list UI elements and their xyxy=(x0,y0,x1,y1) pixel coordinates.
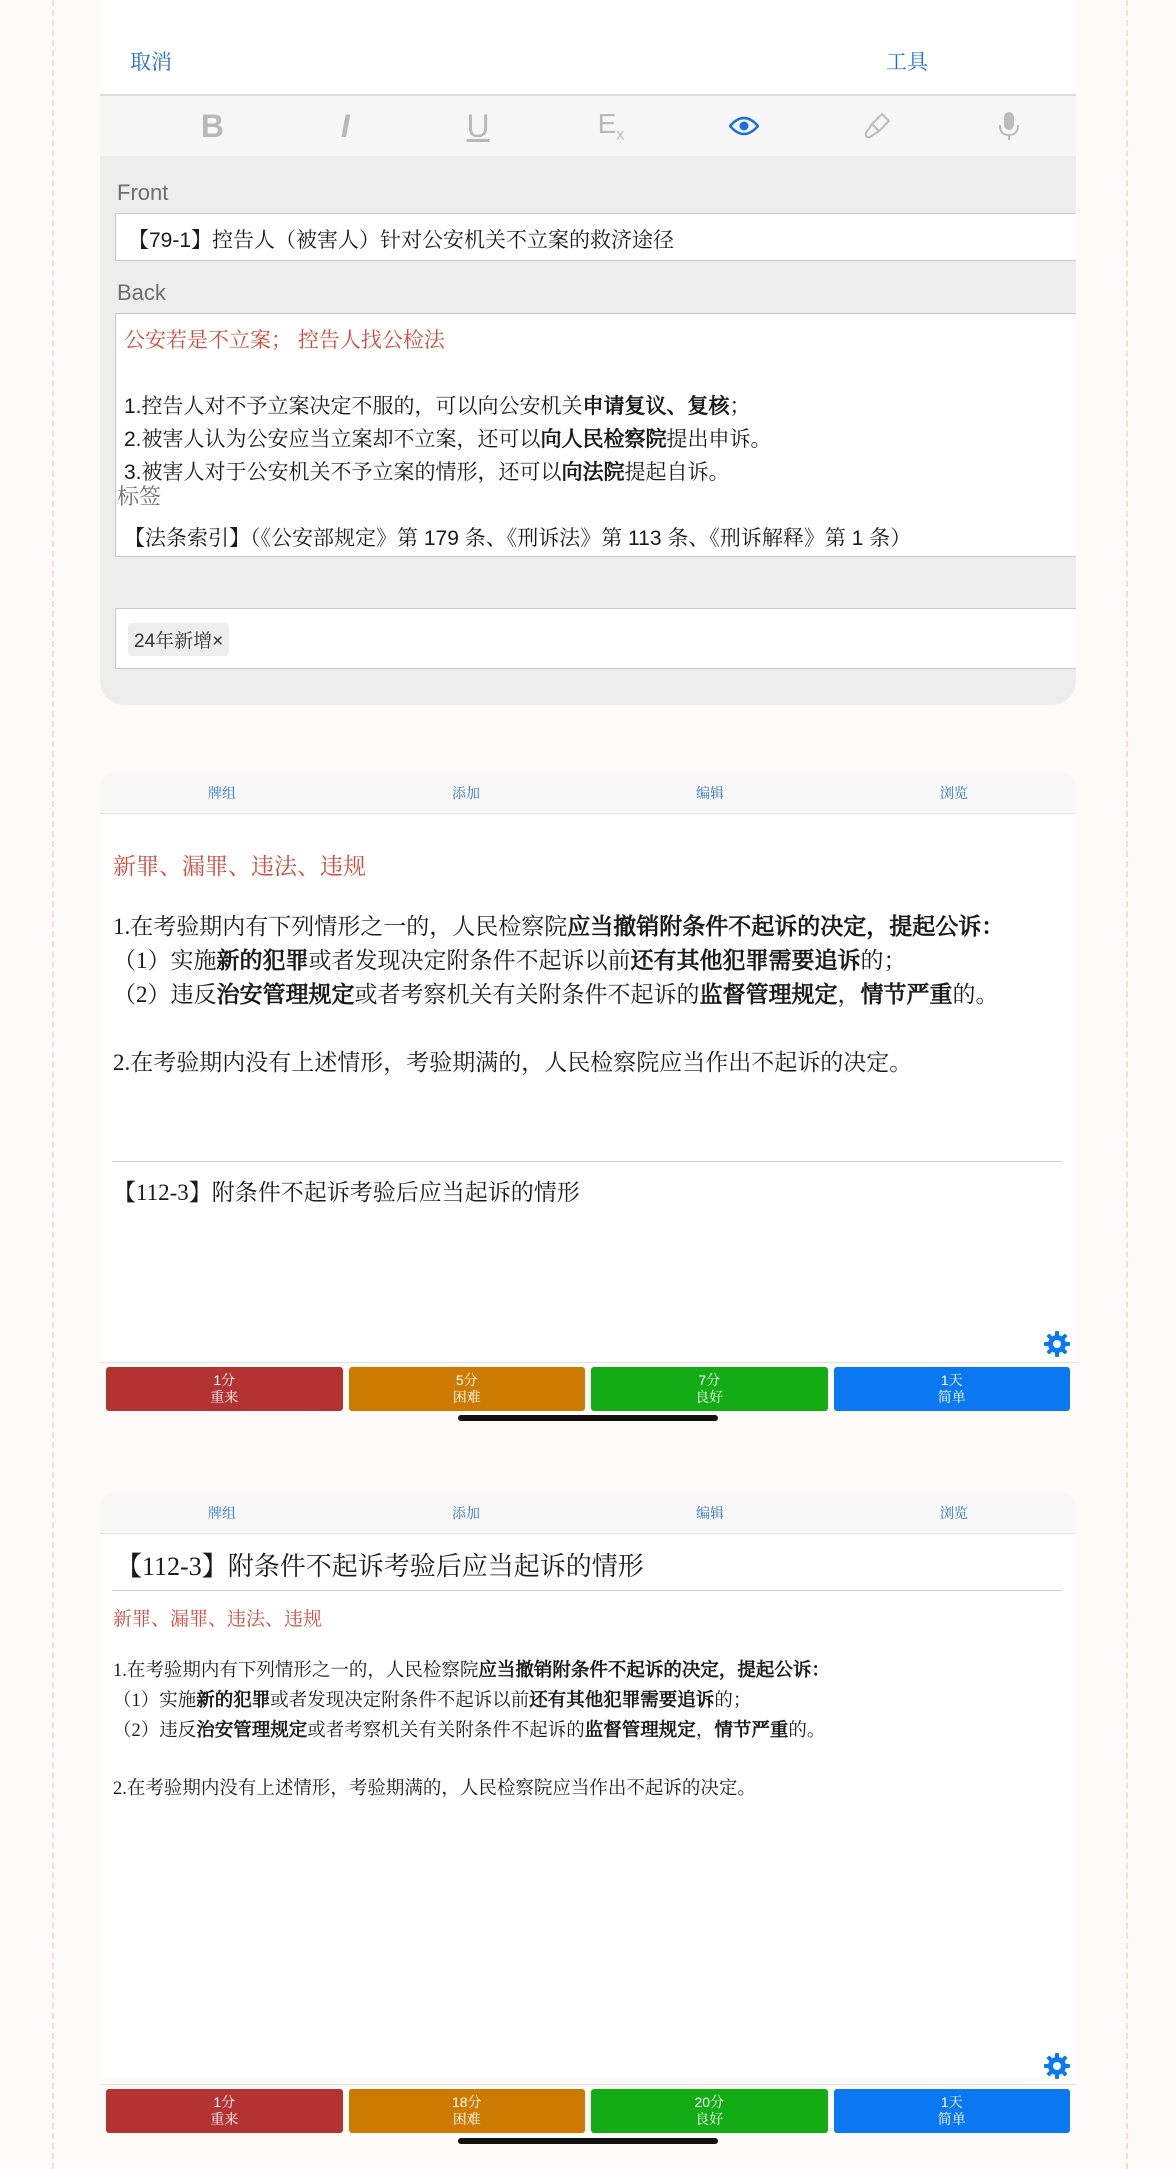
bold-text: 监督管理规定 xyxy=(584,1721,696,1741)
answer-para-1 xyxy=(113,910,1063,944)
text: 2.被害人认为公安应当立案却不立案，还可以 xyxy=(124,428,541,451)
nav-decks[interactable]: 牌组 xyxy=(208,1505,236,1521)
text: 提出申诉。 xyxy=(666,428,772,451)
bold-icon: B xyxy=(200,107,224,144)
bold-text: 还有其他犯罪需要追诉 xyxy=(529,1691,715,1711)
clear-format-button[interactable] xyxy=(581,101,641,151)
text: 1.控告人对不予立案决定不服的，可以向公安机关 xyxy=(124,395,583,418)
answer-body xyxy=(113,1656,1063,1804)
nav-edit[interactable]: 编辑 xyxy=(696,785,724,801)
answer-bar-divider xyxy=(100,2084,1076,2085)
text: ， xyxy=(695,1721,715,1741)
bold-text: 向人民检察院 xyxy=(540,428,667,451)
card-editor xyxy=(100,0,1076,705)
tags-label: 标签 xyxy=(117,484,162,509)
editor-fields xyxy=(100,156,1076,705)
nav-browse[interactable]: 浏览 xyxy=(940,1505,968,1521)
ease-label: 重来 xyxy=(210,2111,239,2127)
divider xyxy=(112,1590,1062,1591)
bold-text: 治安管理规定 xyxy=(216,982,355,1007)
interval-text: 7分 xyxy=(698,1372,721,1388)
blank-line xyxy=(113,1012,1063,1046)
blank-line xyxy=(124,489,1068,522)
text: （2）违反 xyxy=(113,1721,197,1741)
text: 1.在考验期内有下列情形之一的，人民检察院 xyxy=(113,1661,479,1681)
gear-icon[interactable] xyxy=(1043,1330,1071,1358)
interval-text: 1天 xyxy=(940,1372,963,1388)
answer-para-4: 2.在考验期内没有上述情形，考验期满的，人民检察院应当作出不起诉的决定。 xyxy=(113,1779,756,1799)
home-indicator xyxy=(458,1415,718,1421)
format-toolbar xyxy=(100,96,1076,156)
text: 的； xyxy=(714,1691,752,1711)
eye-icon xyxy=(729,116,759,136)
clear-format-sub: x xyxy=(616,126,625,144)
answer-body xyxy=(113,910,1063,1080)
tag-text: 24年新增 xyxy=(134,631,213,652)
bold-text: 情节严重 xyxy=(714,1721,789,1741)
back-line-4: 【法条索引】（《公安部规定》第 179 条、《刑诉法》第 113 条、《刑诉解释》第 1 条） xyxy=(124,527,912,550)
back-line-2 xyxy=(124,423,1068,456)
page-border-left xyxy=(52,0,54,2169)
back-label: Back xyxy=(117,280,166,305)
answer-para-4: 2.在考验期内没有上述情形，考验期满的，人民检察院应当作出不起诉的决定。 xyxy=(113,1050,913,1075)
microphone-button[interactable] xyxy=(979,101,1039,151)
hard-button[interactable] xyxy=(349,1367,586,1411)
home-indicator xyxy=(458,2138,718,2144)
question-text: 【112-3】附条件不起诉考验后应当起诉的情形 xyxy=(116,1552,644,1581)
text: 3.被害人对于公安机关不予立案的情形，还可以 xyxy=(124,461,562,484)
answer-para-2 xyxy=(113,1686,1063,1716)
answer-para-1 xyxy=(113,1656,1063,1686)
interval-text: 1分 xyxy=(213,2094,236,2110)
tag-chip[interactable] xyxy=(128,623,229,656)
text: 或者发现决定附条件不起诉以前 xyxy=(270,1691,530,1711)
good-button[interactable] xyxy=(591,1367,828,1411)
tools-button[interactable]: 工具 xyxy=(886,51,928,74)
answer-buttons xyxy=(100,1367,1076,1411)
again-button[interactable] xyxy=(106,2089,343,2133)
again-button[interactable] xyxy=(106,1367,343,1411)
ease-label: 困难 xyxy=(452,1389,481,1405)
bold-text: 应当撤销附条件不起诉的决定，提起公诉： xyxy=(478,1661,830,1681)
ease-label: 简单 xyxy=(937,2111,966,2127)
text: 或者考察机关有关附条件不起诉的 xyxy=(307,1721,585,1741)
clear-format-icon xyxy=(598,108,625,145)
italic-button[interactable] xyxy=(315,101,375,151)
text: （1）实施 xyxy=(113,948,217,973)
text: 提起自诉。 xyxy=(624,461,730,484)
clear-format-glyph: E xyxy=(597,107,617,139)
preview-button[interactable] xyxy=(714,101,774,151)
text: 1.在考验期内有下列情形之一的，人民检察院 xyxy=(113,914,568,939)
good-button[interactable] xyxy=(591,2089,828,2133)
bold-text: 情节严重 xyxy=(860,982,953,1007)
interval-text: 20分 xyxy=(694,2094,725,2110)
underline-button[interactable] xyxy=(448,101,508,151)
blank-line xyxy=(113,1746,1063,1774)
bold-text: 新的犯罪 xyxy=(216,948,309,973)
bold-text: 新的犯罪 xyxy=(196,1691,271,1711)
bold-button[interactable] xyxy=(182,101,242,151)
microphone-icon xyxy=(998,111,1020,141)
text: 或者发现决定附条件不起诉以前 xyxy=(308,948,631,973)
ease-label: 重来 xyxy=(210,1389,239,1405)
bold-text: 还有其他犯罪需要追诉 xyxy=(630,948,861,973)
answer-para-3 xyxy=(113,1716,1063,1746)
answer-bar-divider xyxy=(100,1362,1076,1363)
top-nav xyxy=(100,1492,1076,1534)
back-line-1 xyxy=(124,390,1068,423)
italic-icon: I xyxy=(340,107,350,144)
back-heading: 公安若是不立案； 控告人找公检法 xyxy=(124,329,445,352)
answer-buttons xyxy=(100,2089,1076,2133)
nav-decks[interactable]: 牌组 xyxy=(208,785,236,801)
paint-brush-button[interactable] xyxy=(847,101,907,151)
answer-para-3 xyxy=(113,978,1063,1012)
bold-text: 治安管理规定 xyxy=(196,1721,308,1741)
nav-add[interactable]: 添加 xyxy=(452,785,480,801)
cancel-button[interactable]: 取消 xyxy=(130,51,172,74)
divider xyxy=(112,1161,1062,1162)
interval-text: 18分 xyxy=(451,2094,482,2110)
text: 的； xyxy=(860,948,907,973)
nav-edit[interactable]: 编辑 xyxy=(696,1505,724,1521)
easy-button[interactable] xyxy=(834,2089,1071,2133)
ease-label: 困难 xyxy=(452,2111,481,2127)
bold-text: 向法院 xyxy=(561,461,625,484)
bold-text: 申请复议、复核 xyxy=(582,395,730,418)
underline-icon: U xyxy=(466,107,490,144)
nav-add[interactable]: 添加 xyxy=(452,1505,480,1521)
blank-line xyxy=(124,357,1068,390)
text: 的。 xyxy=(788,1721,826,1741)
gear-icon[interactable] xyxy=(1043,2052,1071,2080)
card-answer-view xyxy=(100,814,1076,1362)
card-review-view xyxy=(100,1534,1076,2078)
front-label: Front xyxy=(117,180,169,205)
bold-text: 监督管理规定 xyxy=(699,982,838,1007)
question-text: 【112-3】附条件不起诉考验后应当起诉的情形 xyxy=(113,1180,580,1205)
answer-para-2 xyxy=(113,944,1063,978)
text: （1）实施 xyxy=(113,1691,197,1711)
page-border-right xyxy=(1126,0,1128,2169)
text: ， xyxy=(837,982,861,1007)
back-field[interactable] xyxy=(115,313,1076,557)
ease-label: 良好 xyxy=(695,1389,724,1405)
tags-field[interactable] xyxy=(115,608,1076,669)
text: 或者考察机关有关附条件不起诉的 xyxy=(354,982,700,1007)
text: （2）违反 xyxy=(113,982,217,1007)
ease-label: 良好 xyxy=(695,2111,724,2127)
back-line-3 xyxy=(124,456,1068,489)
easy-button[interactable] xyxy=(834,1367,1071,1411)
answer-heading: 新罪、漏罪、违法、违规 xyxy=(113,853,366,879)
interval-text: 1分 xyxy=(213,1372,236,1388)
editor-header xyxy=(100,0,1076,96)
nav-browse[interactable]: 浏览 xyxy=(940,785,968,801)
front-field[interactable]: 【79-1】控告人（被害人）针对公安机关不立案的救济途径 xyxy=(115,213,1076,261)
bold-text: 应当撤销附条件不起诉的决定，提起公诉： xyxy=(567,914,1005,939)
ease-label: 简单 xyxy=(937,1389,966,1405)
answer-heading: 新罪、漏罪、违法、违规 xyxy=(113,1609,323,1630)
interval-text: 1天 xyxy=(940,2094,963,2110)
interval-text: 5分 xyxy=(455,1372,478,1388)
text: ； xyxy=(729,395,751,418)
hard-button[interactable] xyxy=(349,2089,586,2133)
top-nav xyxy=(100,772,1076,814)
paintbrush-icon xyxy=(862,111,892,141)
tag-remove-button[interactable]: × xyxy=(212,631,224,652)
text: 的。 xyxy=(952,982,999,1007)
